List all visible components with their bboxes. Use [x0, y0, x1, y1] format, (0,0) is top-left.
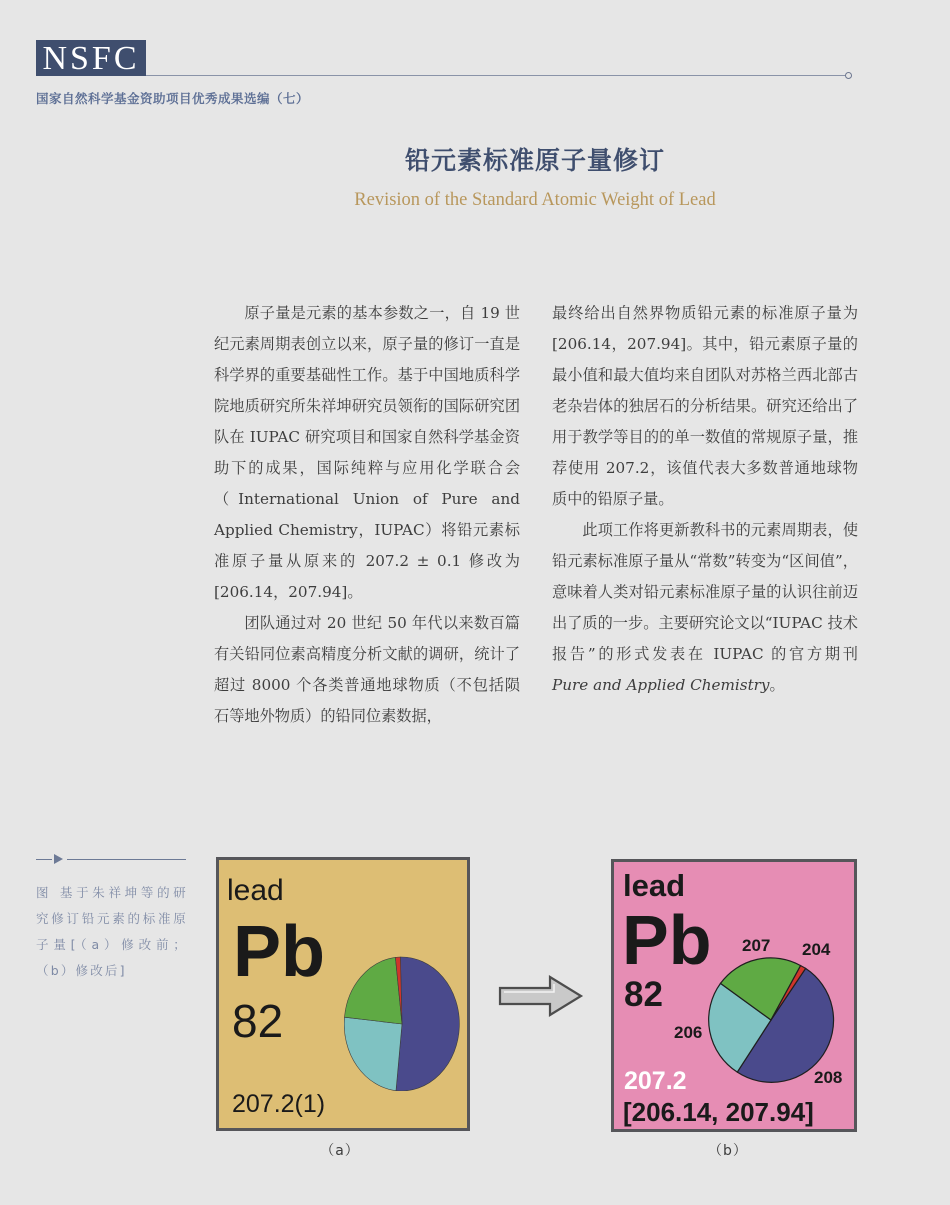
article-title-zh: 铅元素标准原子量修订	[404, 146, 665, 175]
journal-name: Pure and Applied Chemistry	[552, 676, 770, 694]
figure-caption: 图 基于朱祥坤等的研究修订铅元素的标准原子量[（a）修改前；（b）修改后]	[36, 885, 188, 978]
caption-arrow-icon	[54, 854, 63, 864]
isotope-label-208: 208	[814, 1068, 843, 1087]
nsfc-logo: NSFC	[36, 40, 146, 76]
paragraph-continued: 最终给出自然界物质铅元素的标准原子量为 [206.14，207.94]。其中，铅元素原子量的最小值和最大值均来自团队对苏格兰西北部古老杂岩体的独居石的分析结果。研究还给出了用于教学等目的的单一数值的常规原子量，推荐使用 207.2，该值代表大多数普通地球物质中的铅原子量。	[552, 304, 858, 508]
conventional-atomic-weight: 207.2	[624, 1067, 687, 1095]
element-tile-after	[611, 859, 857, 1132]
element-tile-before	[216, 857, 470, 1131]
body-column-right	[552, 298, 858, 701]
element-name: lead	[623, 868, 686, 903]
article-title-en: Revision of the Standard Atomic Weight of Lead	[354, 190, 716, 210]
paragraph: 团队通过对 20 世纪 50 年代以来数百篇有关铅同位素高精度分析文献的调研，统计了超过 8000 个各类普通地球物质（不包括陨石等地外物质）的铅同位素数据，	[214, 614, 520, 725]
caption-rule	[36, 859, 52, 860]
isotope-label-204: 204	[802, 940, 831, 959]
paragraph-end: 。	[769, 676, 785, 694]
isotope-label-206: 206	[674, 1023, 703, 1042]
atomic-number: 82	[232, 995, 284, 1047]
series-title: 国家自然科学基金资助项目优秀成果选编（七）	[36, 91, 310, 106]
body-column-left	[214, 298, 520, 732]
isotope-pie-chart	[344, 956, 464, 1091]
atomic-weight-interval: [206.14, 207.94]	[623, 1097, 814, 1127]
header-rule-end-dot	[845, 72, 852, 79]
element-symbol: Pb	[622, 901, 712, 979]
panel-label-a: （a）	[320, 1143, 360, 1159]
pie-slice-206	[344, 1017, 402, 1090]
pie-slice-208	[396, 957, 459, 1091]
panel-label-b: （b）	[708, 1143, 748, 1159]
caption-rule	[67, 859, 186, 860]
element-name: lead	[227, 874, 284, 907]
isotope-pie-chart	[706, 955, 836, 1085]
transition-arrow-icon	[498, 974, 584, 1018]
isotope-label-207: 207	[742, 936, 771, 955]
atomic-weight: 207.2(1)	[232, 1090, 326, 1118]
paragraph: 原子量是元素的基本参数之一，自 19 世纪元素周期表创立以来，原子量的修订一直是科学界的重要基础性工作。基于中国地质科学院地质研究所朱祥坤研究员领衔的国际研究团队在 IUPAC 研究项目和国家自然科学基金资助下的成果，国际纯粹与应用化学联合会（International Union of Pure and Applied Chemistry，IUPAC）将铅元素标准原子量从原来的 207.2 ± 0.1 修改为 [206.14，207.94]。	[214, 304, 520, 601]
paragraph-text: 此项工作将更新教科书的元素周期表，使铅元素标准原子量从“常数”转变为“区间值”，意味着人类对铅元素标准原子量的认识往前迈出了质的一步。主要研究论文以“IUPAC 技术报告”的形式发表在 IUPAC 的官方期刊	[552, 521, 858, 663]
element-symbol: Pb	[233, 912, 326, 992]
atomic-number: 82	[624, 975, 663, 1014]
pie-slice-207	[345, 957, 403, 1024]
paragraph	[552, 515, 858, 701]
header-rule	[146, 75, 846, 76]
